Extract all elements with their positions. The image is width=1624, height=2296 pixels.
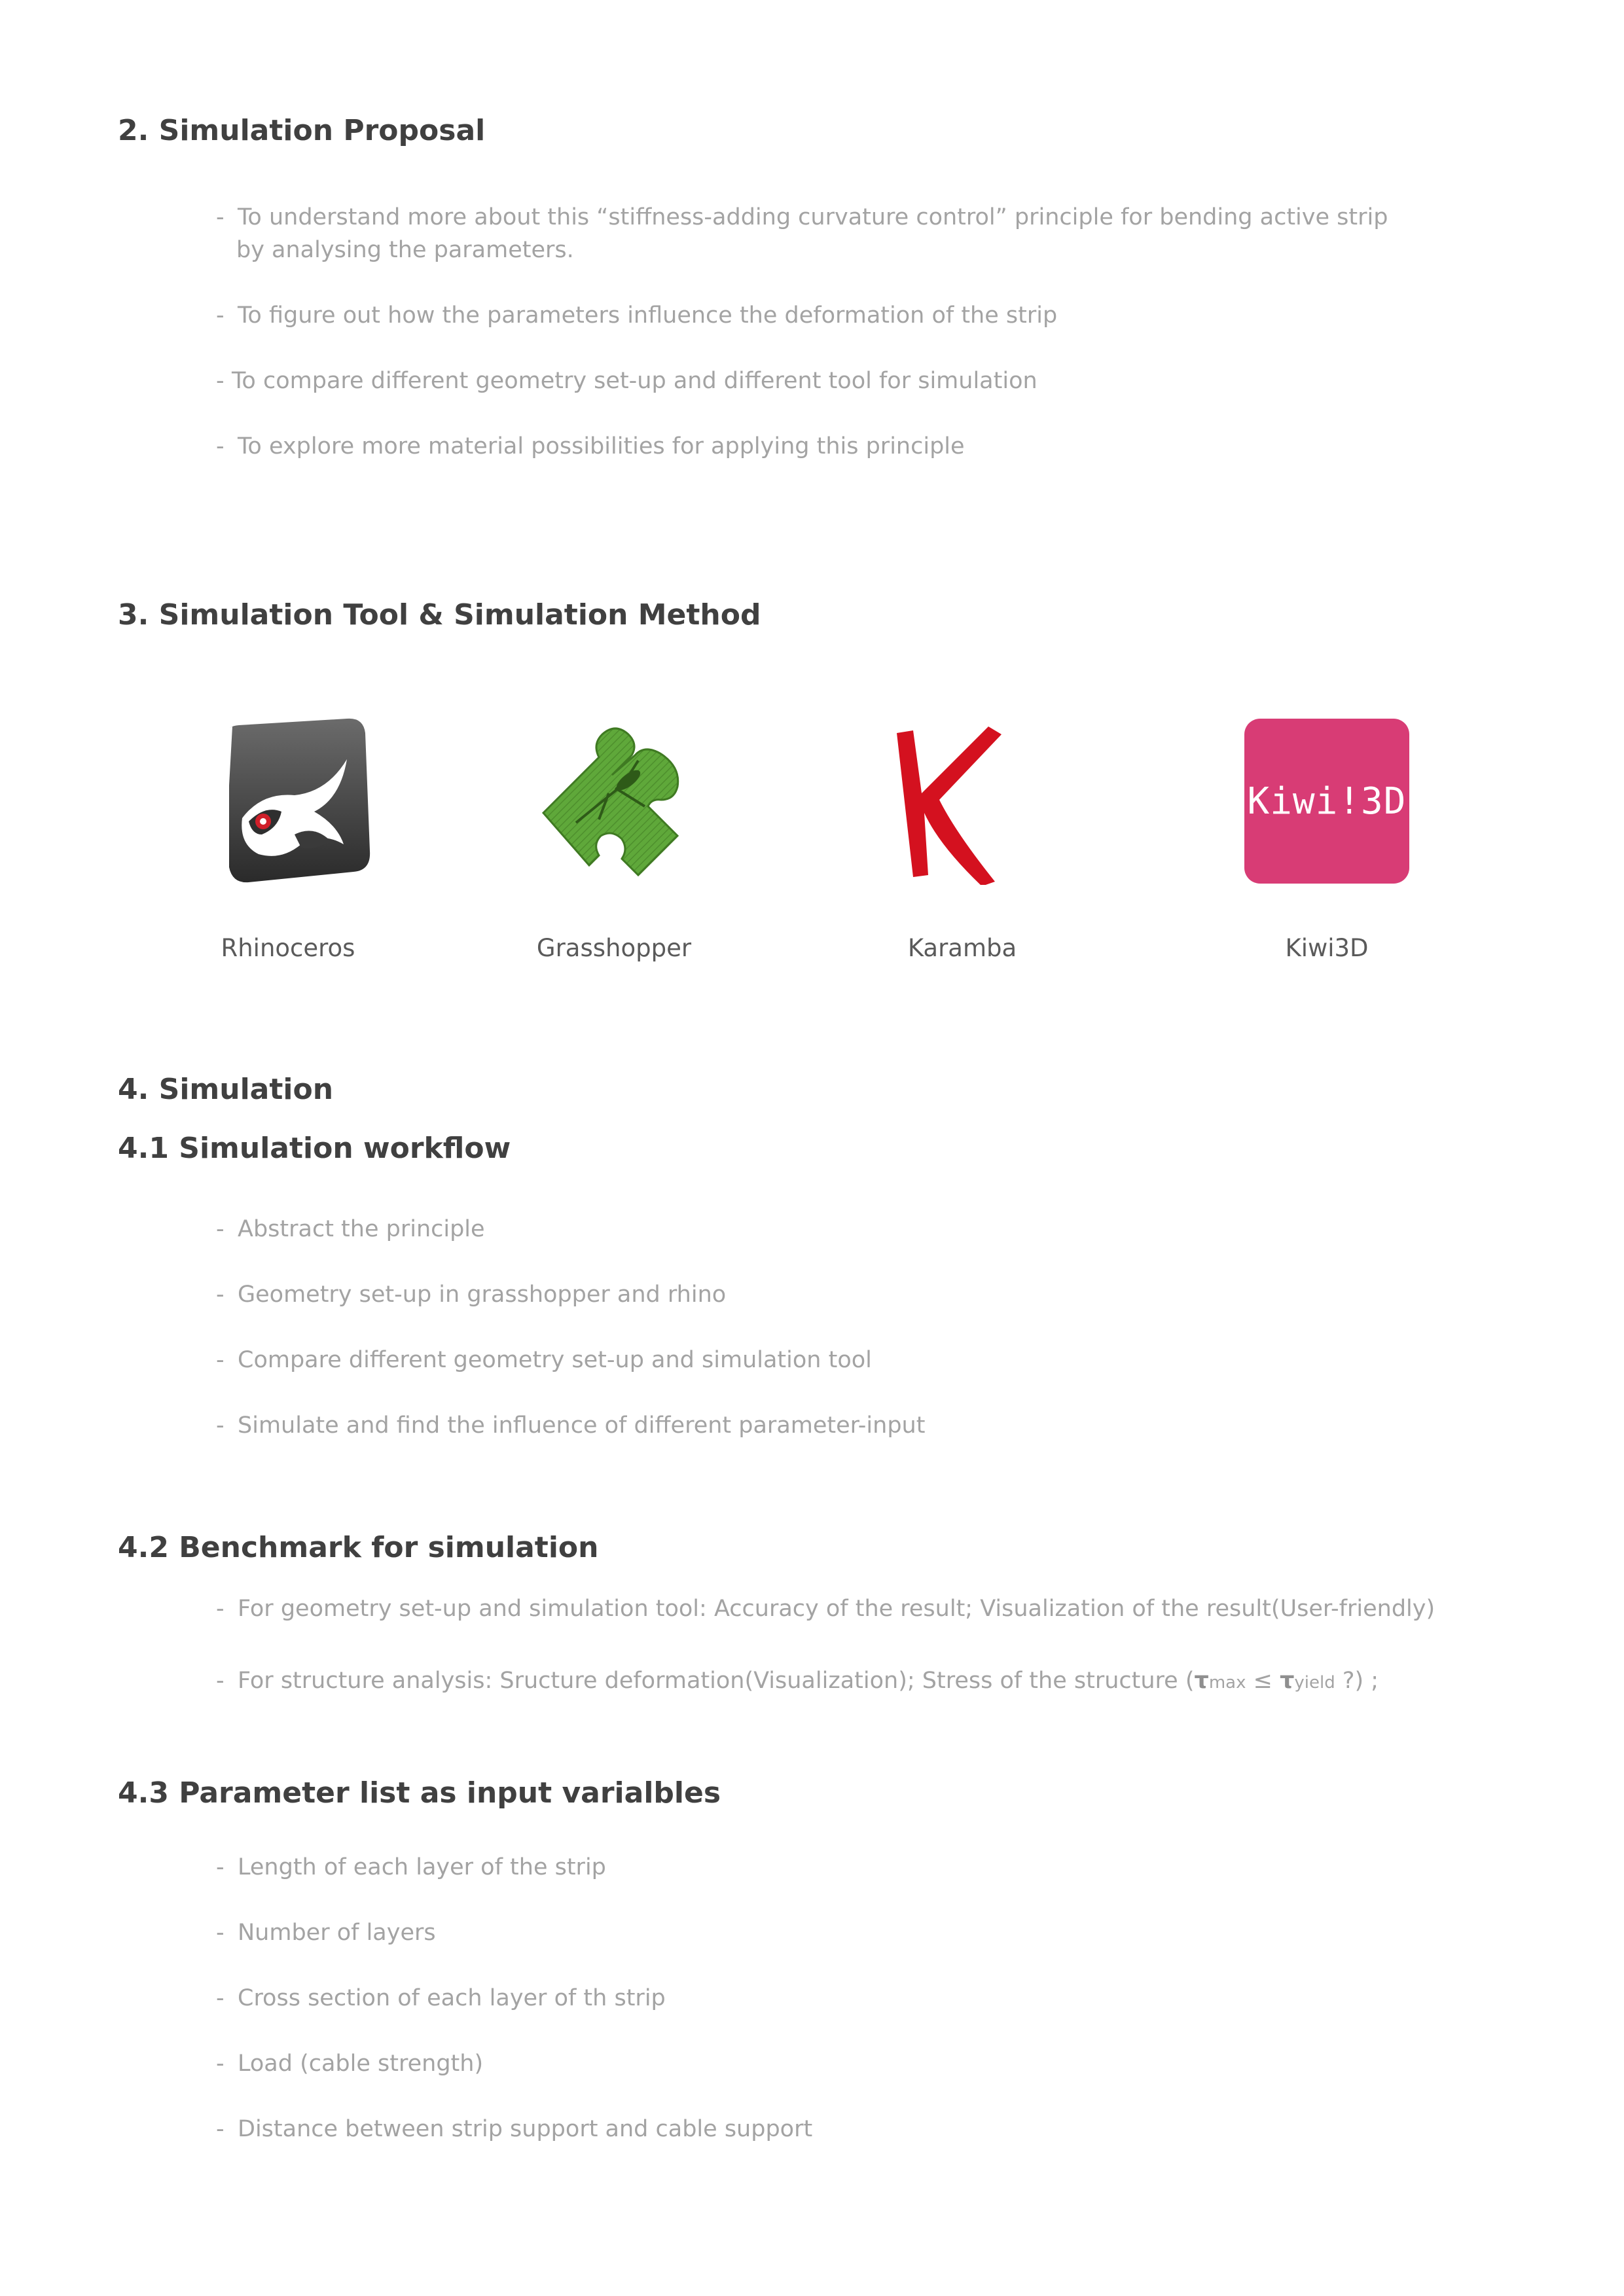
bullet-text: To compare different geometry set-up and different tool for simulation bbox=[232, 368, 1038, 394]
bullet-dash: - bbox=[216, 1216, 225, 1242]
bullet-text: Number of layers bbox=[238, 1920, 436, 1946]
karamba-k-icon bbox=[877, 715, 1047, 885]
bullet-dash: - bbox=[216, 1412, 225, 1439]
kiwi3d-logo-icon bbox=[1244, 719, 1409, 884]
bullet-text-a: For structure analysis: Sructure deformation(Visualization); Stress of the structure ( bbox=[238, 1668, 1195, 1694]
bullet-text: To understand more about this “stiffness-adding curvature control” principle for bending active strip bbox=[238, 204, 1388, 230]
tau-symbol: τ bbox=[1194, 1668, 1209, 1694]
bullet-text: Abstract the principle bbox=[238, 1216, 485, 1242]
grasshopper-label: Grasshopper bbox=[536, 934, 692, 962]
bullet-text: by analysing the parameters. bbox=[236, 237, 574, 263]
bullet-dash: - bbox=[216, 1596, 225, 1622]
list-item-continuation bbox=[236, 234, 574, 266]
bullet-dash: - bbox=[216, 2051, 225, 2077]
bullet-dash: - bbox=[216, 204, 225, 230]
bullet-text-b: ?) ; bbox=[1335, 1668, 1379, 1694]
bullet-dash: - bbox=[216, 433, 225, 459]
bullet-text: To explore more material possibilities for applying this principle bbox=[238, 433, 965, 459]
kiwi3d-logo-text: Kiwi!3D bbox=[1247, 780, 1407, 823]
rhinoceros-label: Rhinoceros bbox=[221, 934, 355, 962]
bullet-dash: - bbox=[216, 2116, 225, 2142]
bullet-dash: - bbox=[216, 1347, 225, 1373]
bullet-dash: - bbox=[216, 368, 225, 394]
bullet-dash: - bbox=[216, 1282, 225, 1308]
bullet-text: Compare different geometry set-up and simulation tool bbox=[238, 1347, 872, 1373]
bullet-dash: - bbox=[216, 1985, 225, 2011]
bullet-dash: - bbox=[216, 1854, 225, 1880]
bullet-dash: - bbox=[216, 1668, 225, 1694]
section-3-heading: 3. Simulation Tool & Simulation Method bbox=[118, 598, 761, 632]
grasshopper-puzzle-icon bbox=[530, 715, 700, 885]
bullet-text: Cross section of each layer of th strip bbox=[238, 1985, 666, 2011]
tau-symbol: τ bbox=[1280, 1668, 1295, 1694]
bullet-text: Length of each layer of the strip bbox=[238, 1854, 606, 1880]
bullet-text: Distance between strip support and cable support bbox=[238, 2116, 813, 2142]
bullet-text: Geometry set-up in grasshopper and rhino bbox=[238, 1282, 727, 1308]
bullet-text bbox=[238, 1664, 1379, 1699]
section-4-3-heading: 4.3 Parameter list as input varialbles bbox=[118, 1776, 721, 1810]
bullet-text: For geometry set-up and simulation tool: Accuracy of the result; Visualization of the result(User-friendly) bbox=[238, 1596, 1435, 1622]
section-2-heading: 2. Simulation Proposal bbox=[118, 114, 486, 147]
subscript-max: max bbox=[1208, 1673, 1246, 1693]
section-4-2-heading: 4.2 Benchmark for simulation bbox=[118, 1531, 599, 1564]
bullet-text: Load (cable strength) bbox=[238, 2051, 484, 2077]
bullet-dash: - bbox=[216, 1920, 225, 1946]
section-4-heading: 4. Simulation bbox=[118, 1073, 334, 1106]
leq-symbol: ≤ bbox=[1246, 1668, 1280, 1694]
bullet-text: To figure out how the parameters influence the deformation of the strip bbox=[238, 302, 1058, 329]
subscript-yield: yield bbox=[1294, 1673, 1335, 1693]
karamba-label: Karamba bbox=[907, 934, 1017, 962]
bullet-dash: - bbox=[216, 302, 225, 329]
section-4-1-heading: 4.1 Simulation workflow bbox=[118, 1132, 511, 1165]
rhino-logo-icon bbox=[203, 713, 373, 884]
bullet-text: Simulate and find the influence of different parameter-input bbox=[238, 1412, 926, 1439]
kiwi3d-label: Kiwi3D bbox=[1285, 934, 1369, 962]
